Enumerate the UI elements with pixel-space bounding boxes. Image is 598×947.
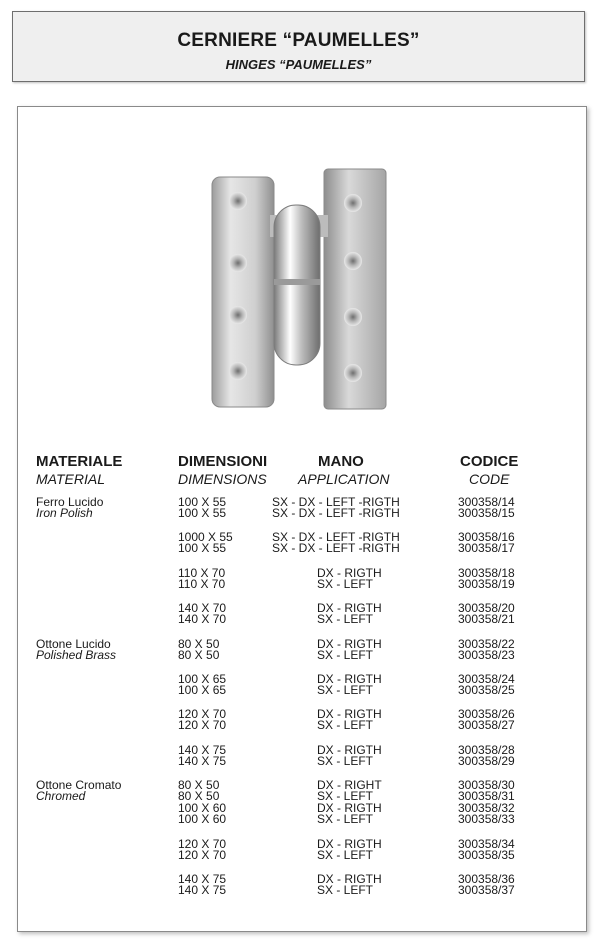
application-cell: SX - LEFT	[317, 718, 374, 732]
code-cell: 300358/37	[458, 883, 515, 897]
material-chromed-it: Ottone Cromato	[36, 778, 122, 792]
code-cell: 300358/32	[458, 801, 515, 815]
application-cell: SX - DX - LEFT -RIGTH	[272, 495, 400, 509]
application-cell: DX - RIGTH	[317, 637, 382, 651]
application-cell: SX - LEFT	[317, 754, 374, 768]
application-cell: DX - RIGTH	[317, 801, 382, 815]
title-box	[12, 11, 585, 82]
application-cell: SX - LEFT	[317, 683, 374, 697]
dimension-cell: 80 X 50	[178, 648, 220, 662]
application-cell: SX - LEFT	[317, 883, 374, 897]
application-cell: DX - RIGTH	[317, 601, 382, 615]
code-cell: 300358/17	[458, 541, 515, 555]
dimension-cell: 120 X 70	[178, 707, 227, 721]
dimension-cell: 140 X 75	[178, 743, 227, 757]
dimension-cell: 140 X 75	[178, 883, 227, 897]
code-cell: 300358/19	[458, 577, 515, 591]
code-cell: 300358/21	[458, 612, 515, 626]
dimension-cell: 100 X 55	[178, 506, 227, 520]
application-cell: SX - LEFT	[317, 648, 374, 662]
application-cell: SX - DX - LEFT -RIGTH	[272, 530, 400, 544]
code-cell: 300358/22	[458, 637, 515, 651]
application-cell: DX - RIGTH	[317, 743, 382, 757]
code-cell: 300358/15	[458, 506, 515, 520]
code-cell: 300358/29	[458, 754, 515, 768]
dimension-cell: 1000 X 55	[178, 530, 233, 544]
application-cell: SX - LEFT	[317, 812, 374, 826]
page-title: CERNIERE “PAUMELLES”	[177, 30, 420, 51]
dimension-cell: 100 X 65	[178, 672, 227, 686]
dimension-cell: 100 X 60	[178, 812, 227, 826]
application-cell: DX - RIGTH	[317, 566, 382, 580]
header-code: CODE	[469, 471, 510, 487]
code-cell: 300358/28	[458, 743, 515, 757]
application-cell: DX - RIGTH	[317, 872, 382, 886]
material-chromed-en: Chromed	[36, 789, 86, 803]
application-cell: SX - DX - LEFT -RIGTH	[272, 506, 400, 520]
code-cell: 300358/23	[458, 648, 515, 662]
material-brass-en: Polished Brass	[36, 648, 117, 662]
dimension-cell: 140 X 75	[178, 754, 227, 768]
application-cell: SX - LEFT	[317, 612, 374, 626]
dimension-cell: 80 X 50	[178, 778, 220, 792]
dimension-cell: 110 X 70	[178, 577, 226, 591]
dimension-cell: 140 X 75	[178, 872, 227, 886]
header-mano: MANO	[318, 453, 364, 470]
code-cell: 300358/34	[458, 837, 515, 851]
header-dimensions: DIMENSIONS	[178, 471, 267, 487]
code-cell: 300358/33	[458, 812, 515, 826]
code-cell: 300358/26	[458, 707, 515, 721]
material-iron-it: Ferro Lucido	[36, 495, 104, 509]
application-cell: SX - LEFT	[317, 789, 374, 803]
code-cell: 300358/35	[458, 848, 515, 862]
application-cell: SX - DX - LEFT -RIGTH	[272, 541, 400, 555]
application-cell: DX - RIGTH	[317, 707, 382, 721]
dimension-cell: 80 X 50	[178, 789, 220, 803]
application-cell: DX - RIGTH	[317, 672, 382, 686]
code-cell: 300358/14	[458, 495, 515, 509]
code-cell: 300358/27	[458, 718, 515, 732]
dimension-cell: 100 X 60	[178, 801, 227, 815]
application-cell: DX - RIGTH	[317, 837, 382, 851]
material-iron-en: Iron Polish	[36, 506, 93, 520]
dimension-cell: 100 X 55	[178, 541, 227, 555]
application-cell: DX - RIGHT	[317, 778, 382, 792]
code-cell: 300358/16	[458, 530, 515, 544]
material-brass-it: Ottone Lucido	[36, 637, 111, 651]
code-cell: 300358/31	[458, 789, 515, 803]
paumelle-hinge-icon	[204, 167, 404, 417]
code-cell: 300358/36	[458, 872, 515, 886]
dimension-cell: 110 X 70	[178, 566, 226, 580]
header-materiale: MATERIALE	[36, 453, 123, 470]
application-cell: SX - LEFT	[317, 577, 374, 591]
code-cell: 300358/30	[458, 778, 515, 792]
code-cell: 300358/24	[458, 672, 515, 686]
dimension-cell: 120 X 70	[178, 848, 227, 862]
dimension-cell: 100 X 55	[178, 495, 227, 509]
page-subtitle: HINGES “PAUMELLES”	[225, 57, 372, 72]
application-cell: SX - LEFT	[317, 848, 374, 862]
dimension-cell: 100 X 65	[178, 683, 227, 697]
header-material: MATERIAL	[36, 471, 105, 487]
dimension-cell: 120 X 70	[178, 837, 227, 851]
dimension-cell: 80 X 50	[178, 637, 220, 651]
dimension-cell: 140 X 70	[178, 612, 227, 626]
header-application: APPLICATION	[298, 471, 390, 487]
dimension-cell: 140 X 70	[178, 601, 227, 615]
code-cell: 300358/25	[458, 683, 515, 697]
dimension-cell: 120 X 70	[178, 718, 227, 732]
header-codice: CODICE	[460, 453, 519, 470]
code-cell: 300358/20	[458, 601, 515, 615]
header-dimensioni: DIMENSIONI	[178, 453, 268, 470]
code-cell: 300358/18	[458, 566, 515, 580]
